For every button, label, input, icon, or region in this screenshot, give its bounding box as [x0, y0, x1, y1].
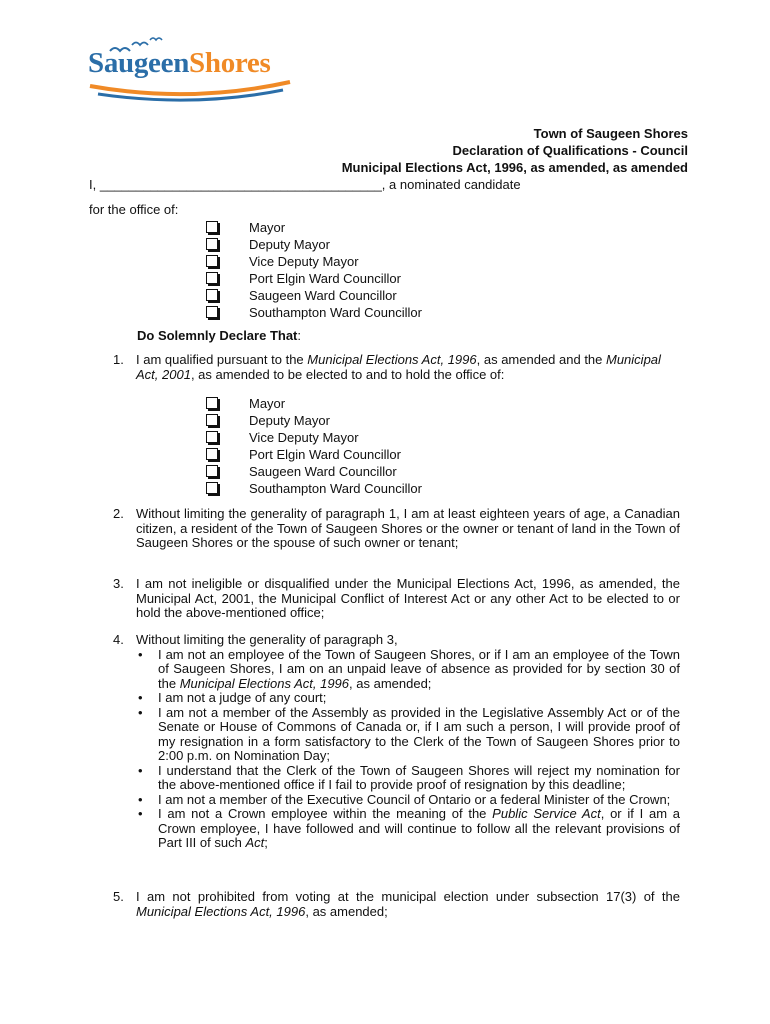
bullet-icon: •: [138, 704, 143, 720]
act-name: Public Service Act: [492, 806, 601, 821]
text-run: I am not a member of the Assembly as provided in the Legislative Assembly Act or of the Senate or House of Commons of Canada or, if I am such a person, I will provide proof of my resignation in a form satisfactory to the Clerk of the Town of Saugeen Shores prior to 2:00 p.m. on Nomination Day;: [158, 704, 680, 763]
act-name: Act: [245, 835, 265, 850]
logo-wordmark: [88, 47, 271, 80]
paragraph-4: [113, 633, 680, 851]
checkbox-icon[interactable]: [206, 397, 218, 409]
document-heading: [342, 125, 688, 176]
bullet-icon: •: [138, 690, 143, 705]
text-run: ;: [264, 835, 268, 850]
bullet-item: [136, 706, 680, 764]
saugeen-shores-logo: [88, 34, 293, 106]
bullet-icon: •: [138, 646, 143, 662]
office-option-label: Vice Deputy Mayor: [249, 254, 359, 269]
text-run: , as amended and the: [476, 352, 606, 367]
checkbox-icon[interactable]: [206, 221, 218, 233]
text-run: , as amended;: [349, 675, 432, 691]
checkbox-icon[interactable]: [206, 414, 218, 426]
office-option-label: Port Elgin Ward Councillor: [249, 447, 401, 462]
bullet-icon: •: [138, 791, 143, 807]
checkbox-icon[interactable]: [206, 482, 218, 494]
checkbox-icon[interactable]: [206, 448, 218, 460]
bullet-icon: •: [138, 762, 143, 778]
paragraph-3: [113, 577, 680, 621]
office-option-label: Southampton Ward Councillor: [249, 305, 422, 320]
paragraph-4-intro: Without limiting the generality of paragraph 3,: [136, 632, 398, 647]
logo-word-saugeen: Saugeen: [88, 47, 190, 79]
office-option-label: Mayor: [249, 220, 286, 235]
declare-heading: [137, 327, 301, 344]
bullet-item: [136, 691, 680, 706]
text-run: I am not prohibited from voting at the municipal election under subsection 17(3) of the: [136, 889, 680, 904]
paragraph-4-bullets: [136, 648, 680, 851]
paragraph-number: 5.: [113, 889, 124, 904]
office-option-label: Vice Deputy Mayor: [249, 430, 359, 445]
bullet-item: [136, 764, 680, 793]
paragraph-number: 1.: [113, 352, 124, 367]
bullet-item: [136, 807, 680, 851]
paragraph-2-text: Without limiting the generality of paragraph 1, I am at least eighteen years of age, a Canadian citizen, a resident of the Town of Saugeen Shores or the owner or tenant of land in the Town of Saugeen Shores or the spouse of such owner or tenant;: [136, 506, 680, 550]
heading-town: Town of Saugeen Shores: [533, 126, 688, 141]
paragraph-1: [113, 353, 680, 382]
text-run: I am not a member of the Executive Council of Ontario or a federal Minister of the Crown;: [158, 791, 671, 807]
text-run: , as amended to be elected to and to hold the office of:: [190, 366, 505, 382]
bullet-icon: •: [138, 806, 143, 821]
text-run: I am not a judge of any court;: [158, 690, 327, 705]
paragraph-1-text: [136, 353, 680, 382]
paragraph-5-text: [136, 890, 680, 919]
act-name: Municipal Elections Act, 1996: [307, 352, 477, 367]
office-option-label: Mayor: [249, 396, 286, 411]
office-option-label: Deputy Mayor: [249, 413, 330, 428]
checkbox-icon[interactable]: [206, 238, 218, 250]
paragraph-2: [113, 507, 680, 551]
text-run: I am not a Crown employee within the meaning of the: [158, 806, 493, 821]
declare-colon: :: [297, 328, 302, 343]
checkbox-icon[interactable]: [206, 272, 218, 284]
candidate-name-line[interactable]: I, _______________________________________, a nominated candidate: [89, 177, 521, 192]
checkbox-icon[interactable]: [206, 465, 218, 477]
paragraph-number: 3.: [113, 576, 124, 591]
paragraph-number: 4.: [113, 632, 124, 647]
declare-text: Do Solemnly Declare That: [137, 328, 298, 343]
office-option-label: Southampton Ward Councillor: [249, 481, 422, 496]
office-option-label: Saugeen Ward Councillor: [249, 464, 397, 479]
heading-title: Declaration of Qualifications - Council: [452, 143, 688, 158]
text-run: , or if I am a Crown employee, I have followed and will continue to follow all the relevant provisions of Part III of such: [158, 806, 681, 850]
text-run: I am not an employee of the Town of Saugeen Shores, or if I am an employee of the Town of Saugeen Shores, I am on an unpaid leave of absence as provided for by section 30 of the: [158, 646, 680, 691]
text-run: I understand that the Clerk of the Town of Saugeen Shores will reject my nomination for the above-mentioned office if I fail to provide proof of resignation by this deadline;: [158, 762, 680, 792]
office-option-label: Deputy Mayor: [249, 237, 330, 252]
text-run: , as amended;: [305, 903, 388, 919]
bullet-item: [136, 793, 680, 808]
paragraph-4-body: [136, 633, 680, 851]
checkbox-icon[interactable]: [206, 255, 218, 267]
office-option-label: Port Elgin Ward Councillor: [249, 271, 401, 286]
text-run: I am qualified pursuant to the: [136, 352, 308, 367]
office-prompt: for the office of:: [89, 202, 179, 217]
bullet-item: [136, 648, 680, 692]
office-option-label: Saugeen Ward Councillor: [249, 288, 397, 303]
act-name: Municipal Act, 2001: [136, 352, 661, 382]
logo-word-shores: Shores: [189, 47, 271, 79]
checkbox-icon[interactable]: [206, 289, 218, 301]
paragraph-5: [113, 890, 680, 919]
paragraph-3-text: I am not ineligible or disqualified under the Municipal Elections Act, 1996, as amended, the Municipal Act, 2001, the Municipal Conflict of Interest Act or any other Act to be elected to or hold the above-mentioned office;: [136, 576, 680, 620]
paragraph-number: 2.: [113, 506, 124, 521]
checkbox-icon[interactable]: [206, 431, 218, 443]
act-name: Municipal Elections Act, 1996: [136, 903, 306, 919]
heading-act: Municipal Elections Act, 1996, as amended, as amended: [341, 160, 688, 175]
act-name: Municipal Elections Act, 1996: [179, 675, 350, 691]
checkbox-icon[interactable]: [206, 306, 218, 318]
